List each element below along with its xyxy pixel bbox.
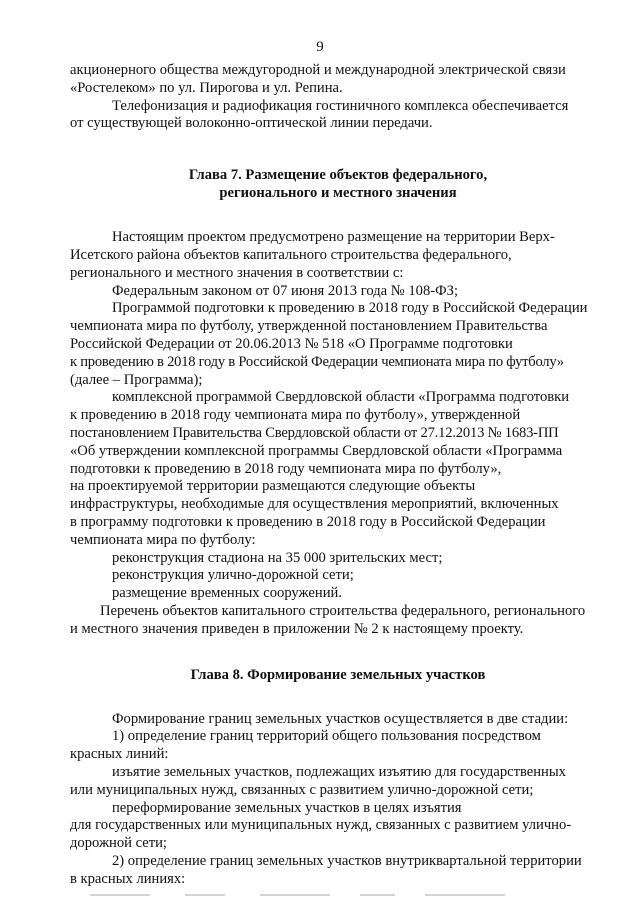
spacer <box>70 684 606 711</box>
paragraph-line: переформирование земельных участков в целях изъятия <box>112 799 462 816</box>
paragraph-line: (далее – Программа); <box>70 371 203 388</box>
paragraph-line: чемпионата мира по футболу: <box>70 531 256 548</box>
paragraph-line: Перечень объектов капитального строительства федерального, регионального <box>100 602 586 619</box>
paragraph-line: подготовки к проведению в 2018 году чемпионата мира по футболу», <box>70 460 502 477</box>
paragraph-line: «Ростелеком» по ул. Пирогова и ул. Репина. <box>70 79 343 96</box>
document-body <box>70 62 606 888</box>
paragraph-line: акционерного общества междугородной и международной электрической связи <box>70 62 566 78</box>
paragraph-line: Исетского района объектов капитального строительства федерального, <box>70 246 512 263</box>
page-number: 9 <box>316 39 324 55</box>
spacer <box>70 133 606 166</box>
paragraph-line: в красных линиях: <box>70 870 186 887</box>
paragraph-line: комплексной программой Свердловской области «Программа подготовки <box>112 389 570 406</box>
paragraph-line: изъятие земельных участков, подлежащих изъятию для государственных <box>112 763 566 780</box>
paragraph-line: к проведению в 2018 году чемпионата мира по футболу», утвержденной <box>70 407 521 424</box>
paragraph-line: Формирование границ земельных участков осуществляется в две стадии: <box>112 710 569 727</box>
paragraph-line: Программой подготовки к проведению в 2018 году в Российской Федерации <box>112 300 588 317</box>
paragraph-line: от существующей волоконно-оптической линии передачи. <box>70 115 433 132</box>
paragraph-line: «Об утверждении комплексной программы Свердловской области «Программа <box>70 442 563 459</box>
paragraph-line: на проектируемой территории размещаются следующие объекты <box>70 478 476 495</box>
paragraph-line: постановлением Правительства Свердловской области от 27.12.2013 № 1683-ПП <box>70 424 559 441</box>
paragraph-line: регионального и местного значения в соответствии с: <box>70 264 404 281</box>
chapter-8-title: Глава 8. Формирование земельных участков <box>190 666 486 683</box>
spacer <box>70 639 606 666</box>
paragraph-line: инфраструктуры, необходимые для осуществления мероприятий, включенных <box>70 496 559 513</box>
paragraph-line: Федеральным законом от 07 июня 2013 года № 108-ФЗ; <box>112 282 459 299</box>
chapter-7-title: регионального и местного значения <box>219 185 457 202</box>
list-item: реконструкция стадиона на 35 000 зрительских мест; <box>112 549 443 566</box>
paragraph-line: к проведению в 2018 году в Российской Федерации чемпионата мира по футболу» <box>70 353 564 370</box>
paragraph-line: Настоящим проектом предусмотрено размещение на территории Верх- <box>112 229 555 246</box>
paragraph-line: Российской Федерации от 20.06.2013 № 518 «О Программе подготовки <box>70 335 513 352</box>
paragraph-line: 1) определение границ территорий общего пользования посредством <box>112 728 541 745</box>
paragraph-line: Телефонизация и радиофикация гостиничного комплекса обеспечивается <box>112 97 569 114</box>
list-item: размещение временных сооружений. <box>112 585 342 602</box>
scan-artifact <box>90 892 550 898</box>
spacer <box>70 202 606 229</box>
paragraph-line: и местного значения приведен в приложении № 2 к настоящему проекту. <box>70 620 524 637</box>
list-item: реконструкция улично-дорожной сети; <box>112 567 354 584</box>
paragraph-line: или муниципальных нужд, связанных с развитием улично-дорожной сети; <box>70 781 534 798</box>
paragraph-line: красных линий: <box>70 746 169 763</box>
paragraph-line: чемпионата мира по футболу, утвержденной постановлением Правительства <box>70 318 548 335</box>
paragraph-line: дорожной сети; <box>70 835 167 852</box>
paragraph-line: 2) определение границ земельных участков внутриквартальной территории <box>112 852 582 869</box>
paragraph-line: в программу подготовки к проведению в 2018 году в Российской Федерации <box>70 513 546 530</box>
paragraph-line: для государственных или муниципальных нужд, связанных с развитием улично- <box>70 817 572 834</box>
chapter-7-title: Глава 7. Размещение объектов федерального, <box>188 167 488 184</box>
